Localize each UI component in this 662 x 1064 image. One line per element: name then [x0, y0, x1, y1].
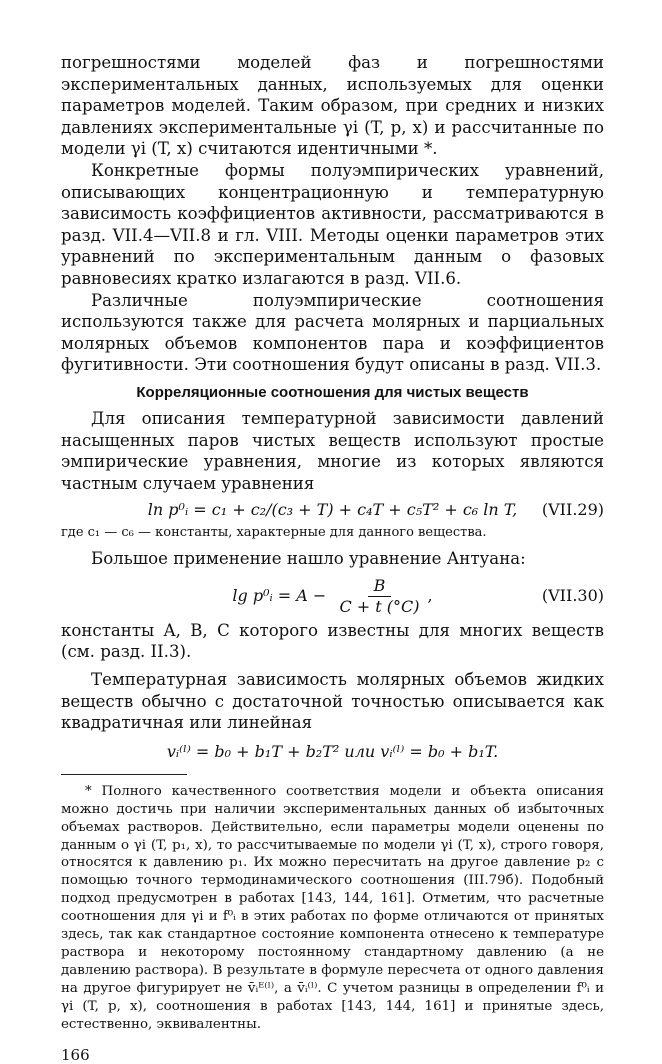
paragraph-7: Температурная зависимость молярных объемов жидких веществ обычно с достаточной точностью описывается как квадратичная или линейная [61, 670, 604, 733]
equation-vii-29 [61, 498, 604, 522]
section-heading: Корреляционные соотношения для чистых веществ [136, 383, 529, 401]
equation-vii-30-number: (VII.30) [541, 585, 604, 605]
equation-vii-30-fraction [335, 576, 423, 617]
paragraph-2: Конкретные формы полуэмпирических уравнений, описывающих концентрационную и температурную зависимость коэффициентов активности, рассматриваются в разд. VII.4—VII.8 и гл. VIII. Методы оценки параметров этих уравнений по экспериментальным данным о фазовых равновесиях кратко излагаются в разд. VII.6. [61, 160, 604, 288]
paragraph-3: Различные полуэмпирические соотношения используются также для расчета молярных и парциальных молярных объемов компонентов пара и коэффициентов фугитивности. Эти соотношения будут описаны в разд. VII.3. [61, 290, 604, 375]
equation-vii-30-left: lg p⁰ᵢ = A − [232, 585, 327, 605]
paragraph-1: погрешностями моделей фаз и погрешностями экспериментальных данных, используемых для оценки параметров моделей. Таким образом, при средних и низких давлениях экспериментальные γi (T, p, x) и рассчитанные по модели γi (T, x) считаются идентичными *. [61, 53, 604, 159]
equation-volume [61, 740, 604, 764]
page-number: 166 [61, 1045, 90, 1064]
equation-volume-body: vᵢ⁽ˡ⁾ = b₀ + b₁T + b₂T² или vᵢ⁽ˡ⁾ = b₀ + b₁T. [166, 741, 499, 761]
paragraph-4: Для описания температурной зависимости давлений насыщенных паров чистых веществ используют простые эмпирические уравнения, многие из которых являются частным случаем уравнения [61, 408, 604, 493]
equation-vii-30 [61, 574, 604, 618]
footnote-divider [61, 774, 187, 775]
paragraph-6: константы A, B, C которого известны для многих веществ (см. разд. II.3). [61, 620, 604, 662]
footnote: * Полного качественного соответствия модели и объекта описания можно достичь при наличии экспериментальных данных об избыточных объемах растворов. Действительно, если параметры модели оценены по данным о γi (T, p₁, x), то рассчитываемые по модели γi (T, x), строго говоря, относятся к давлению p₁. Их можно пересчитать на другое давление p₂ с помощью точного термодинамического соотношения (III.79б). Подобный подход предусмотрен в работах [143, 144, 161]. Отметим, что расчетные соотношения для γi и f⁰ᵢ в этих работах по форме отличаются от принятых здесь, так как стандартное состояние компонента отнесено к температуре раствора и некоторому постоянному стандартному давлению (а не давлению раствора). В результате в формуле пересчета от одного давления на другое фигурирует не v̄ᵢᴱ⁽ˡ⁾, а v̄ᵢ⁽ˡ⁾. С учетом разницы в определении f⁰ᵢ и γi (T, p, x), соотношения в работах [143, 144, 161] и принятые здесь, естественно, эквивалентны. [61, 783, 604, 1032]
page-content [61, 52, 604, 1064]
paragraph-5: Большое применение нашло уравнение Антуана: [91, 549, 526, 569]
equation-vii-29-number: (VII.29) [541, 500, 604, 520]
equation-vii-30-tail: , [427, 585, 433, 605]
equation-vii-29-body: ln p⁰ᵢ = c₁ + c₂/(c₃ + T) + c₄T + c₅T² + c₆ ln T, [147, 500, 518, 520]
equation-note: где c₁ — c₆ — константы, характерные для данного вещества. [61, 525, 487, 541]
equation-vii-30-body [61, 574, 604, 618]
fraction-denominator: C + t (°C) [339, 596, 420, 616]
fraction-numerator: B [368, 576, 392, 597]
